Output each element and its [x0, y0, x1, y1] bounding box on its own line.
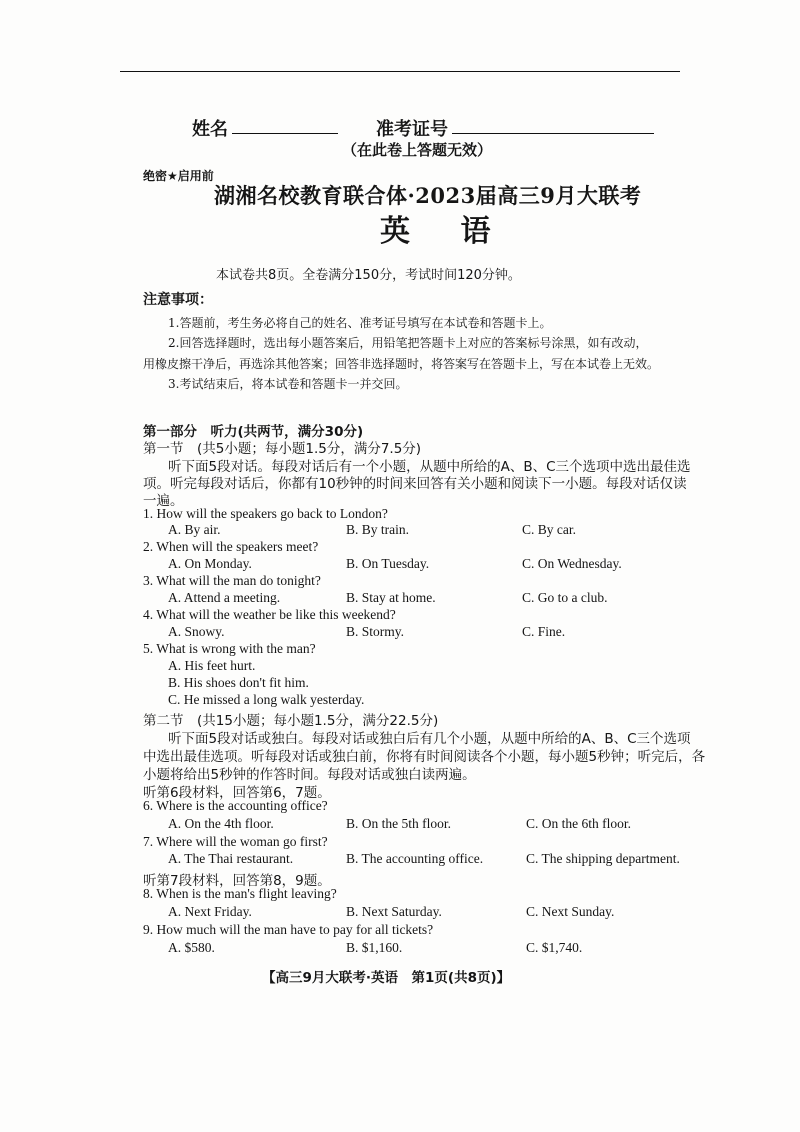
option-a: A. By air.	[168, 522, 221, 537]
material-note: 听第6段材料，回答第6，7题。	[143, 785, 331, 801]
option-c: C. Fine.	[522, 624, 566, 639]
part1-heading: 第一部分 听力(共两节，满分30分)	[143, 424, 364, 440]
option-a: A. His feet hurt.	[168, 658, 256, 673]
option-a: A. Snowy.	[168, 624, 225, 639]
subject-title: 英 语	[380, 214, 511, 249]
note-item: 1.答题前，考生务必将自己的姓名、准考证号填写在本试卷和答题卡上。	[168, 316, 552, 330]
option-a: A. Attend a meeting.	[168, 590, 281, 605]
section1-instructions: 一遍。	[143, 493, 184, 509]
top-rule	[120, 71, 680, 72]
exam-title: 湖湘名校教育联合体·2023届高三9月大联考	[214, 183, 642, 208]
notes-heading: 注意事项：	[143, 292, 213, 308]
section1-instructions: 听下面5段对话。每段对话后有一个小题，从题中所给的A、B、C三个选项中选出最佳选	[168, 459, 691, 475]
section2-instructions: 小题将给出5秒钟的作答时间。每段对话或独白读两遍。	[143, 767, 476, 783]
section1-heading: 第一节 (共5小题；每小题1.5分，满分7.5分)	[143, 441, 422, 457]
material-note: 听第7段材料，回答第8，9题。	[143, 873, 331, 889]
question-stem: 8. When is the man's flight leaving?	[143, 886, 337, 901]
option-b: B. On the 5th floor.	[346, 816, 451, 831]
option-c: C. By car.	[522, 522, 576, 537]
option-c: C. On Wednesday.	[522, 556, 622, 571]
exam-id-label: 准考证号	[376, 119, 448, 140]
note-item: 用橡皮擦干净后，再选涂其他答案；回答非选择题时，将答案写在答题卡上，写在本试卷上无效。	[143, 357, 660, 371]
name-label: 姓名	[192, 119, 228, 140]
option-c: C. The shipping department.	[526, 851, 680, 866]
option-c: C. On the 6th floor.	[526, 816, 631, 831]
question-stem: 9. How much will the man have to pay for all tickets?	[143, 922, 434, 937]
option-b: B. His shoes don't fit him.	[168, 675, 309, 690]
option-c: C. Next Sunday.	[526, 904, 615, 919]
question-stem: 2. When will the speakers meet?	[143, 539, 319, 554]
section2-heading: 第二节 (共15小题；每小题1.5分，满分22.5分)	[143, 713, 439, 729]
question-stem: 5. What is wrong with the man?	[143, 641, 316, 656]
secret-note: 绝密★启用前	[143, 169, 214, 183]
section1-instructions: 项。听完每段对话后，你都有10秒钟的时间来回答有关小题和阅读下一小题。每段对话仅读	[143, 476, 687, 492]
section2-instructions: 中选出最佳选项。听每段对话或独白前，你将有时间阅读各个小题，每小题5秒钟；听完后，各	[143, 749, 706, 765]
option-a: A. On the 4th floor.	[168, 816, 274, 831]
note-item: 3.考试结束后，将本试卷和答题卡一并交回。	[168, 377, 408, 391]
question-stem: 7. Where will the woman go first?	[143, 834, 328, 849]
exam-info: 本试卷共8页。全卷满分150分，考试时间120分钟。	[216, 268, 521, 283]
question-stem: 6. Where is the accounting office?	[143, 798, 328, 813]
question-stem: 1. How will the speakers go back to London?	[143, 506, 388, 521]
option-b: B. On Tuesday.	[346, 556, 430, 571]
option-a: A. $580.	[168, 940, 215, 955]
option-c: C. He missed a long walk yesterday.	[168, 692, 365, 707]
option-b: B. Next Saturday.	[346, 904, 442, 919]
option-b: B. The accounting office.	[346, 851, 484, 866]
exam-id-field-line	[452, 133, 654, 134]
question-stem: 4. What will the weather be like this weekend?	[143, 607, 396, 622]
option-b: B. By train.	[346, 522, 409, 537]
option-b: B. Stormy.	[346, 624, 405, 639]
question-stem: 3. What will the man do tonight?	[143, 573, 321, 588]
option-a: A. On Monday.	[168, 556, 252, 571]
option-a: A. Next Friday.	[168, 904, 252, 919]
option-c: C. Go to a club.	[522, 590, 608, 605]
section2-instructions: 听下面5段对话或独白。每段对话或独白后有几个小题，从题中所给的A、B、C三个选项	[168, 731, 691, 747]
note-item: 2.回答选择题时，选出每小题答案后，用铅笔把答题卡上对应的答案标号涂黑，如有改动，	[168, 336, 648, 350]
name-field-line	[232, 133, 338, 134]
option-b: B. Stay at home.	[346, 590, 436, 605]
option-b: B. $1,160.	[346, 940, 403, 955]
invalid-note: （在此卷上答题无效）	[342, 141, 493, 159]
option-a: A. The Thai restaurant.	[168, 851, 294, 866]
page-footer: 【高三9月大联考·英语 第1页(共8页)】	[262, 970, 511, 986]
option-c: C. $1,740.	[526, 940, 583, 955]
